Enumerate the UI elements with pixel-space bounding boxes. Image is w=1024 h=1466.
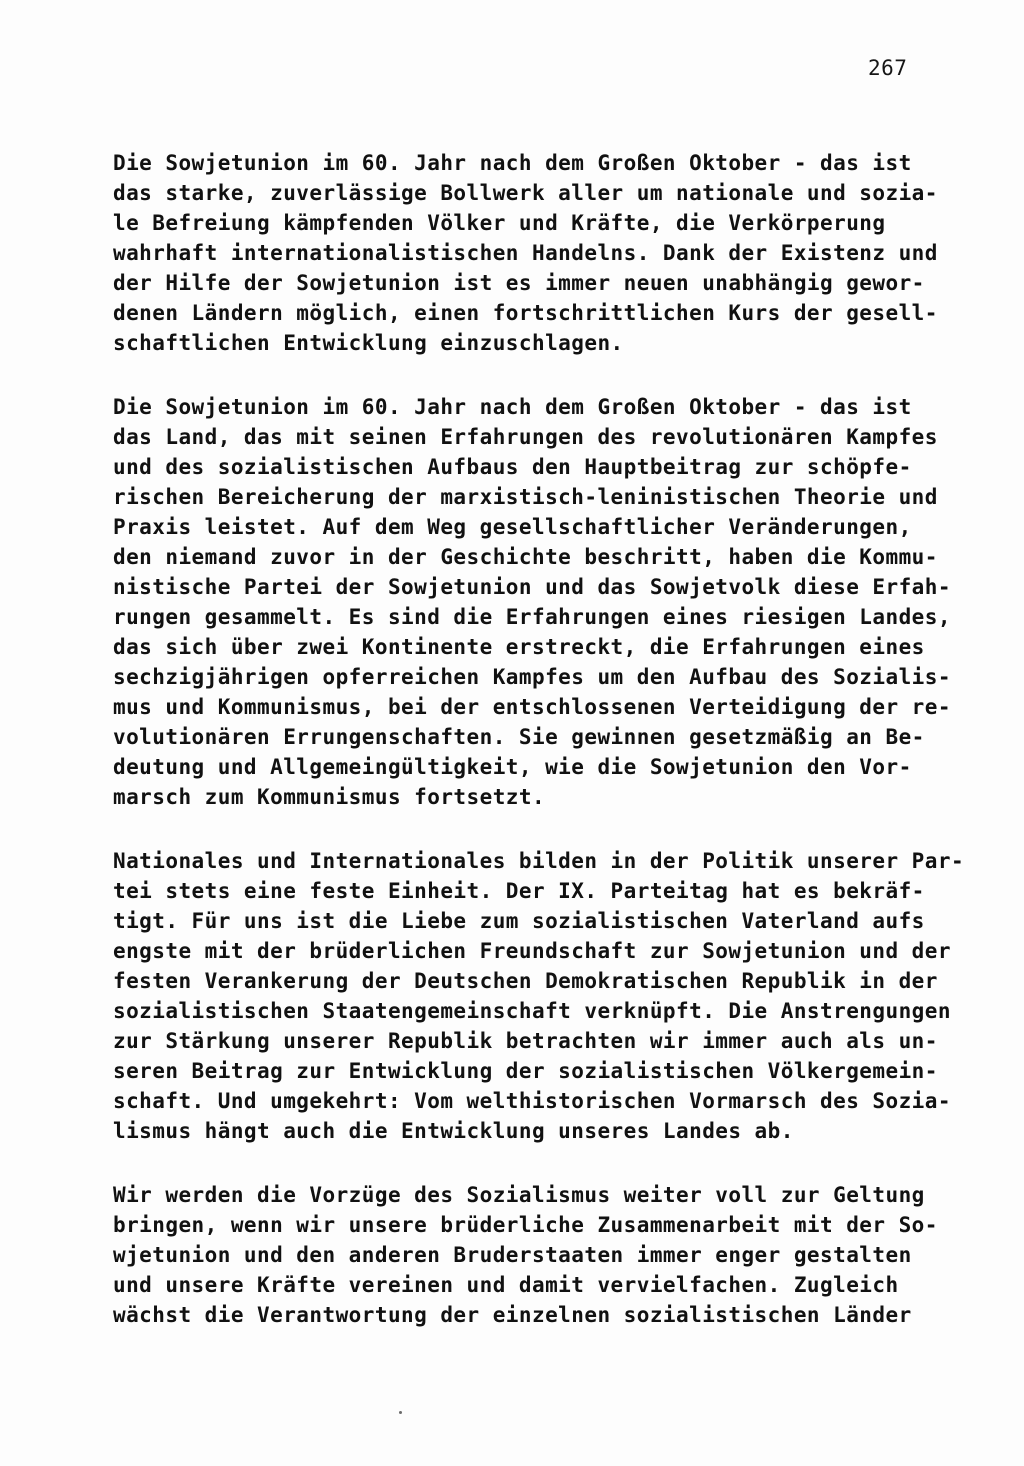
- page-number: 267: [868, 56, 908, 80]
- text-line: seren Beitrag zur Entwicklung der sozialistischen Völkergemein-: [113, 1059, 938, 1083]
- text-line: rischen Bereicherung der marxistisch-leninistischen Theorie und: [113, 485, 938, 509]
- text-line: schaft. Und umgekehrt: Vom welthistorischen Vormarsch des Sozia-: [113, 1089, 951, 1113]
- text-line: denen Ländern möglich, einen fortschrittlichen Kurs der gesell-: [113, 301, 938, 325]
- text-line: das sich über zwei Kontinente erstreckt, die Erfahrungen eines: [113, 635, 925, 659]
- text-line: lismus hängt auch die Entwicklung unseres Landes ab.: [113, 1119, 794, 1143]
- text-line: sechzigjährigen opferreichen Kampfes um den Aufbau des Sozialis-: [113, 665, 951, 689]
- text-line: Wir werden die Vorzüge des Sozialismus weiter voll zur Geltung: [113, 1183, 925, 1207]
- text-line: Die Sowjetunion im 60. Jahr nach dem Großen Oktober - das ist: [113, 395, 912, 419]
- text-line: engste mit der brüderlichen Freundschaft zur Sowjetunion und der: [113, 939, 951, 963]
- text-line: den niemand zuvor in der Geschichte beschritt, haben die Kommu-: [113, 545, 938, 569]
- text-line: schaftlichen Entwicklung einzuschlagen.: [113, 331, 624, 355]
- paragraph-4: [113, 1180, 938, 1330]
- paragraph-3: [113, 846, 965, 1146]
- text-line: festen Verankerung der Deutschen Demokratischen Republik in der: [113, 969, 938, 993]
- text-line: marsch zum Kommunismus fortsetzt.: [113, 785, 546, 809]
- text-line: deutung und Allgemeingültigkeit, wie die Sowjetunion den Vor-: [113, 755, 912, 779]
- text-line: mus und Kommunismus, bei der entschlossenen Verteidigung der re-: [113, 695, 951, 719]
- text-line: le Befreiung kämpfenden Völker und Kräfte, die Verkörperung: [113, 211, 886, 235]
- text-line: bringen, wenn wir unsere brüderliche Zusammenarbeit mit der So-: [113, 1213, 938, 1237]
- text-line: Nationales und Internationales bilden in der Politik unserer Par-: [113, 849, 965, 873]
- body-text: [113, 148, 965, 1364]
- text-line: rungen gesammelt. Es sind die Erfahrungen eines riesigen Landes,: [113, 605, 951, 629]
- text-line: der Hilfe der Sowjetunion ist es immer neuen unabhängig gewor-: [113, 271, 925, 295]
- text-line: tigt. Für uns ist die Liebe zum sozialistischen Vaterland aufs: [113, 909, 925, 933]
- text-line: das starke, zuverlässige Bollwerk aller um nationale und sozia-: [113, 181, 938, 205]
- text-line: wahrhaft internationalistischen Handelns. Dank der Existenz und: [113, 241, 938, 265]
- text-line: wächst die Verantwortung der einzelnen sozialistischen Länder: [113, 1303, 912, 1327]
- text-line: Die Sowjetunion im 60. Jahr nach dem Großen Oktober - das ist: [113, 151, 912, 175]
- scan-speck: [399, 1411, 402, 1414]
- text-line: volutionären Errungenschaften. Sie gewinnen gesetzmäßig an Be-: [113, 725, 925, 749]
- text-line: das Land, das mit seinen Erfahrungen des revolutionären Kampfes: [113, 425, 938, 449]
- text-line: zur Stärkung unserer Republik betrachten wir immer auch als un-: [113, 1029, 938, 1053]
- paragraph-2: [113, 392, 951, 812]
- text-line: und des sozialistischen Aufbaus den Hauptbeitrag zur schöpfe-: [113, 455, 912, 479]
- text-line: tei stets eine feste Einheit. Der IX. Parteitag hat es bekräf-: [113, 879, 925, 903]
- text-line: wjetunion und den anderen Bruderstaaten immer enger gestalten: [113, 1243, 912, 1267]
- paragraph-1: [113, 148, 938, 358]
- text-line: Praxis leistet. Auf dem Weg gesellschaftlicher Veränderungen,: [113, 515, 912, 539]
- text-line: nistische Partei der Sowjetunion und das Sowjetvolk diese Erfah-: [113, 575, 951, 599]
- text-line: sozialistischen Staatengemeinschaft verknüpft. Die Anstrengungen: [113, 999, 951, 1023]
- text-line: und unsere Kräfte vereinen und damit vervielfachen. Zugleich: [113, 1273, 899, 1297]
